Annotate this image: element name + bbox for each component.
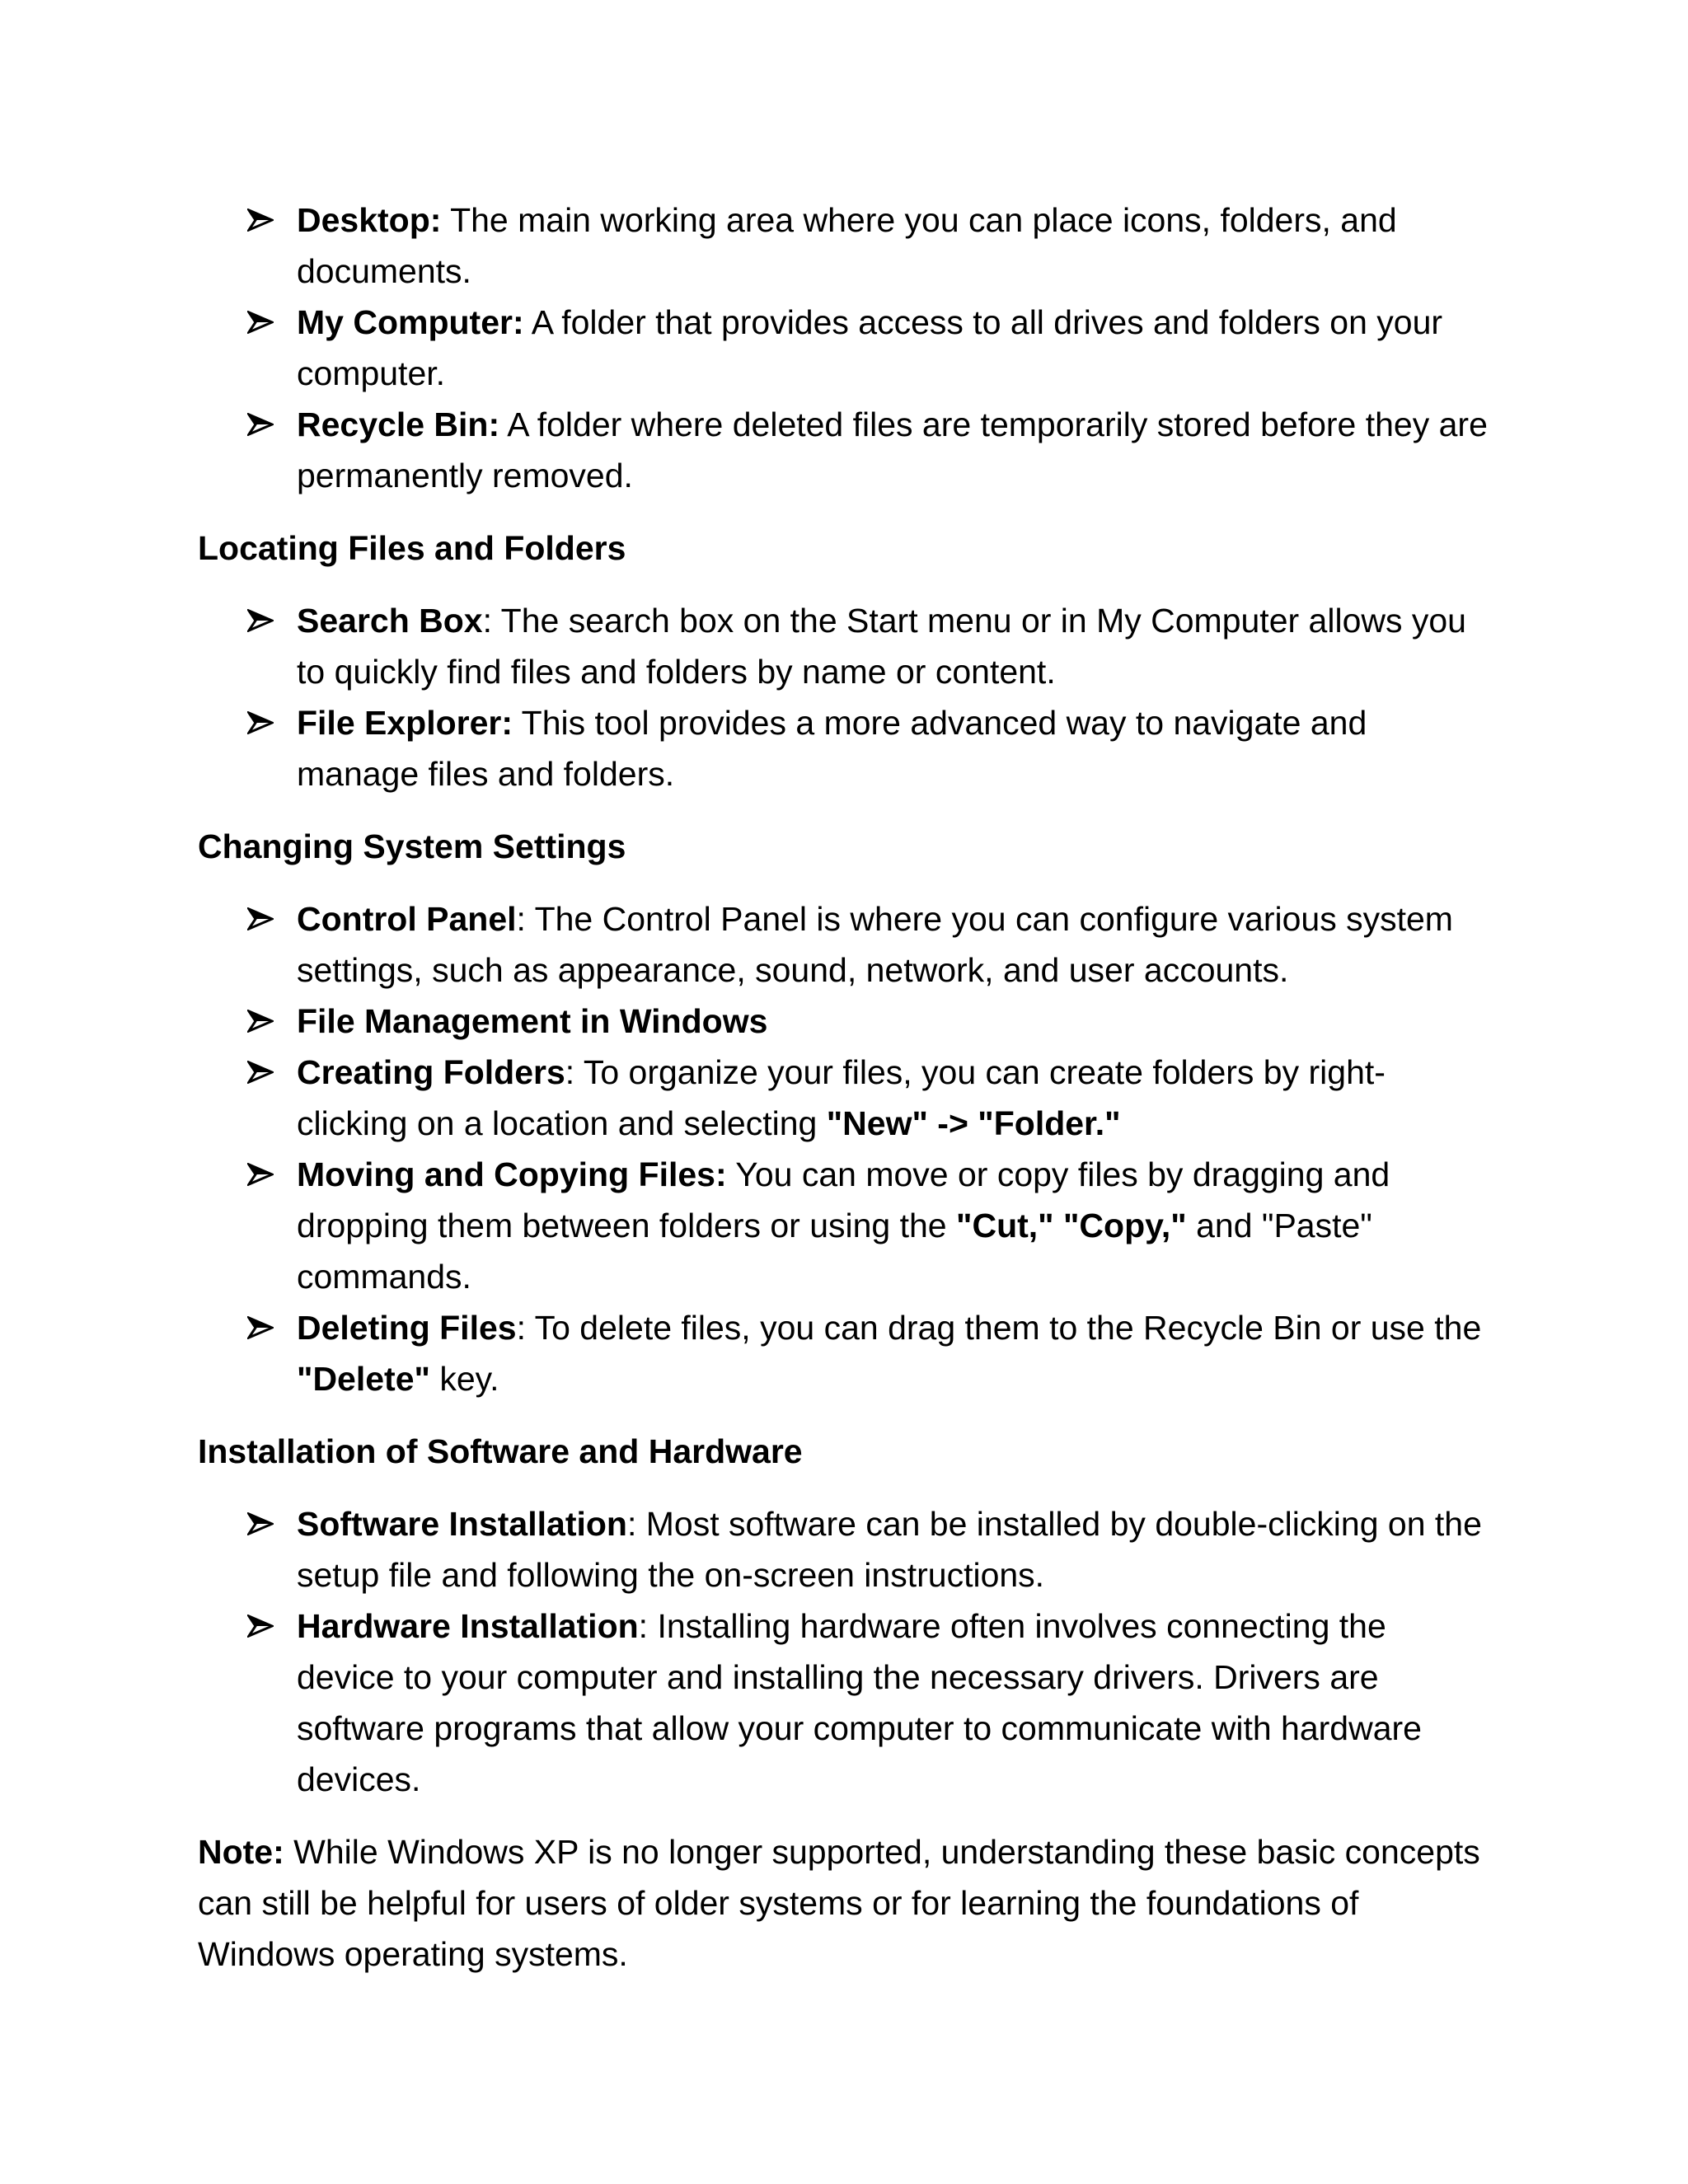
section-heading-installation: Installation of Software and Hardware — [198, 1432, 803, 1470]
arrowhead-bullet-icon — [247, 996, 280, 1047]
list-item — [297, 399, 1490, 501]
note-paragraph — [198, 1826, 1490, 1980]
item-text: A folder where deleted files are temporarily stored before they are permanently removed. — [297, 405, 1488, 494]
list-item — [297, 996, 1490, 1047]
item-text: You can move or copy files by dragging and dropping them between folders or using the — [297, 1155, 1390, 1244]
arrowhead-bullet-icon — [247, 1149, 280, 1200]
item-text: : Installing hardware often involves connecting the device to your computer and installing the necessary drivers. Drivers are software programs that allow your computer to communicate with hardware devices. — [297, 1607, 1422, 1798]
item-text-end: key. — [429, 1360, 499, 1398]
note-text: While Windows XP is no longer supported, understanding these basic concepts can still be helpful for users of older systems or for learning the foundations of Windows operating systems. — [198, 1833, 1480, 1973]
list-item — [297, 194, 1490, 297]
list-item — [297, 1302, 1490, 1404]
item-term: Creating Folders — [297, 1053, 565, 1091]
item-text: A folder that provides access to all drives and folders on your computer. — [297, 303, 1443, 392]
item-bold-text: "New" -> "Folder." — [826, 1104, 1121, 1142]
item-term: My Computer: — [297, 303, 524, 341]
item-term: Search Box — [297, 602, 483, 640]
item-text: This tool provides a more advanced way to navigate and manage files and folders. — [297, 704, 1367, 793]
arrowhead-bullet-icon — [247, 1302, 280, 1353]
list-item — [297, 297, 1490, 399]
item-text-end: and "Paste" commands. — [297, 1207, 1372, 1296]
arrowhead-bullet-icon — [247, 1047, 280, 1098]
item-text: : The Control Panel is where you can configure various system settings, such as appearance, sound, network, and user accounts. — [297, 900, 1453, 989]
arrowhead-bullet-icon — [247, 194, 280, 246]
arrowhead-bullet-icon — [247, 399, 280, 450]
arrowhead-bullet-icon — [247, 893, 280, 944]
arrowhead-bullet-icon — [247, 1498, 280, 1549]
list-item — [297, 1498, 1490, 1601]
item-term: Software Installation — [297, 1505, 627, 1543]
item-term: File Management in Windows — [297, 1002, 768, 1040]
item-term: File Explorer: — [297, 704, 513, 742]
list-item — [297, 1149, 1490, 1302]
item-text: : To organize your files, you can create folders by right-clicking on a location and selecting — [297, 1053, 1386, 1142]
settings-list — [198, 893, 1490, 1404]
note-label: Note: — [198, 1833, 284, 1871]
section-heading-locating: Locating Files and Folders — [198, 529, 626, 567]
arrowhead-bullet-icon — [247, 297, 280, 348]
arrowhead-bullet-icon — [247, 595, 280, 646]
item-bold-text: "Delete" — [297, 1360, 430, 1398]
arrowhead-bullet-icon — [247, 697, 280, 748]
item-term: Desktop: — [297, 201, 442, 239]
item-term: Control Panel — [297, 900, 517, 938]
item-bold-text: "Cut," "Copy," — [956, 1207, 1187, 1244]
item-term: Recycle Bin: — [297, 405, 500, 443]
item-term: Moving and Copying Files: — [297, 1155, 727, 1193]
item-term: Hardware Installation — [297, 1607, 639, 1645]
list-item — [297, 1601, 1490, 1805]
item-text: : To delete files, you can drag them to the Recycle Bin or use the — [516, 1309, 1482, 1347]
list-item — [297, 697, 1490, 799]
item-text: The main working area where you can place icons, folders, and documents. — [297, 201, 1397, 290]
list-item — [297, 595, 1490, 697]
section-heading-settings: Changing System Settings — [198, 827, 626, 865]
locating-list — [198, 595, 1490, 799]
list-item — [297, 893, 1490, 996]
intro-list — [198, 194, 1490, 501]
list-item — [297, 1047, 1490, 1149]
installation-list — [198, 1498, 1490, 1805]
item-term: Deleting Files — [297, 1309, 517, 1347]
item-text: : Most software can be installed by double-clicking on the setup file and following the on-screen instructions. — [297, 1505, 1482, 1594]
arrowhead-bullet-icon — [247, 1601, 280, 1652]
item-text: : The search box on the Start menu or in My Computer allows you to quickly find files and folders by name or content. — [297, 602, 1466, 691]
